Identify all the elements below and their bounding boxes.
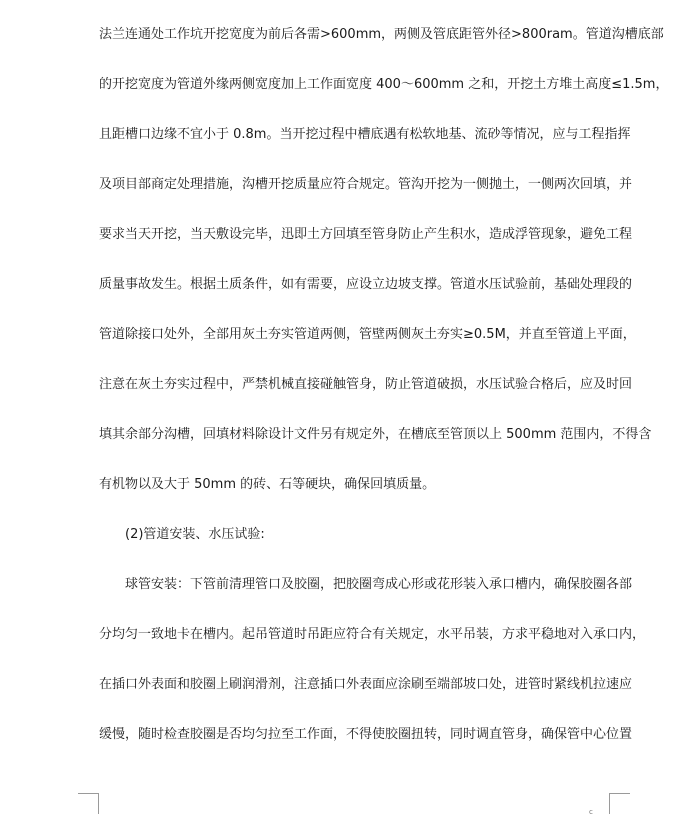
paragraph-line: 分均匀一致地卡在槽内。起吊管道时吊距应符合有关规定，水平吊装，方求平稳地对入承口内， bbox=[99, 627, 646, 642]
paragraph-line: 法兰连通处工作坑开挖宽度为前后各需>600mm，两侧及管底距管外径>800ram。管道沟槽底部 bbox=[99, 27, 664, 42]
paragraph-line: 球管安装：下管前清理管口及胶圈，把胶圈弯成心形或花形装入承口槽内，确保胶圈各部 bbox=[125, 577, 633, 592]
paragraph-line: 在插口外表面和胶圈上刷润滑剂，注意插口外表面应涂刷至端部坡口处，进管时紧线机拉速应 bbox=[99, 677, 633, 692]
page-corner-mark-left bbox=[78, 793, 99, 814]
paragraph-line: 有机物以及大于 50mm 的砖、石等硬块，确保回填质量。 bbox=[99, 477, 436, 492]
paragraph-line: 及项目部商定处理措施，沟槽开挖质量应符合规定。管沟开挖为一侧抛土，一侧两次回填，并 bbox=[99, 177, 633, 192]
paragraph-line: 填其余部分沟槽，回填材料除设计文件另有规定外，在槽底至管顶以上 500mm 范围内，不得含 bbox=[99, 427, 652, 442]
page-mark: c bbox=[589, 808, 593, 816]
paragraph-line: 注意在灰土夯实过程中，严禁机械直接碰触管身，防止管道破损，水压试验合格后，应及时回 bbox=[99, 377, 633, 392]
paragraph-line: 且距槽口边缘不宜小于 0.8m。当开挖过程中槽底遇有松软地基、流砂等情况，应与工程指挥 bbox=[99, 127, 631, 142]
page-corner-mark-right bbox=[609, 793, 630, 814]
paragraph-line: 缓慢，随时检查胶圈是否均匀拉至工作面，不得使胶圈扭转，同时调直管身，确保管中心位置 bbox=[99, 727, 633, 742]
paragraph-line: 质量事故发生。根据土质条件，如有需要，应设立边坡支撑。管道水压试验前，基础处理段的 bbox=[99, 277, 633, 292]
paragraph-line: 管道除接口处外，全部用灰土夯实管道两侧，管壁两侧灰土夯实≥0.5M，并直至管道上平面， bbox=[99, 327, 636, 342]
paragraph-line: 要求当天开挖，当天敷设完毕，迅即土方回填至管身防止产生积水，造成浮管现象，避免工程 bbox=[99, 227, 633, 242]
paragraph-line: 的开挖宽度为管道外缘两侧宽度加上工作面宽度 400～600mm 之和，开挖土方堆土高度≤1.5m， bbox=[99, 77, 669, 92]
section-heading: (2)管道安装、水压试验: bbox=[125, 527, 265, 542]
